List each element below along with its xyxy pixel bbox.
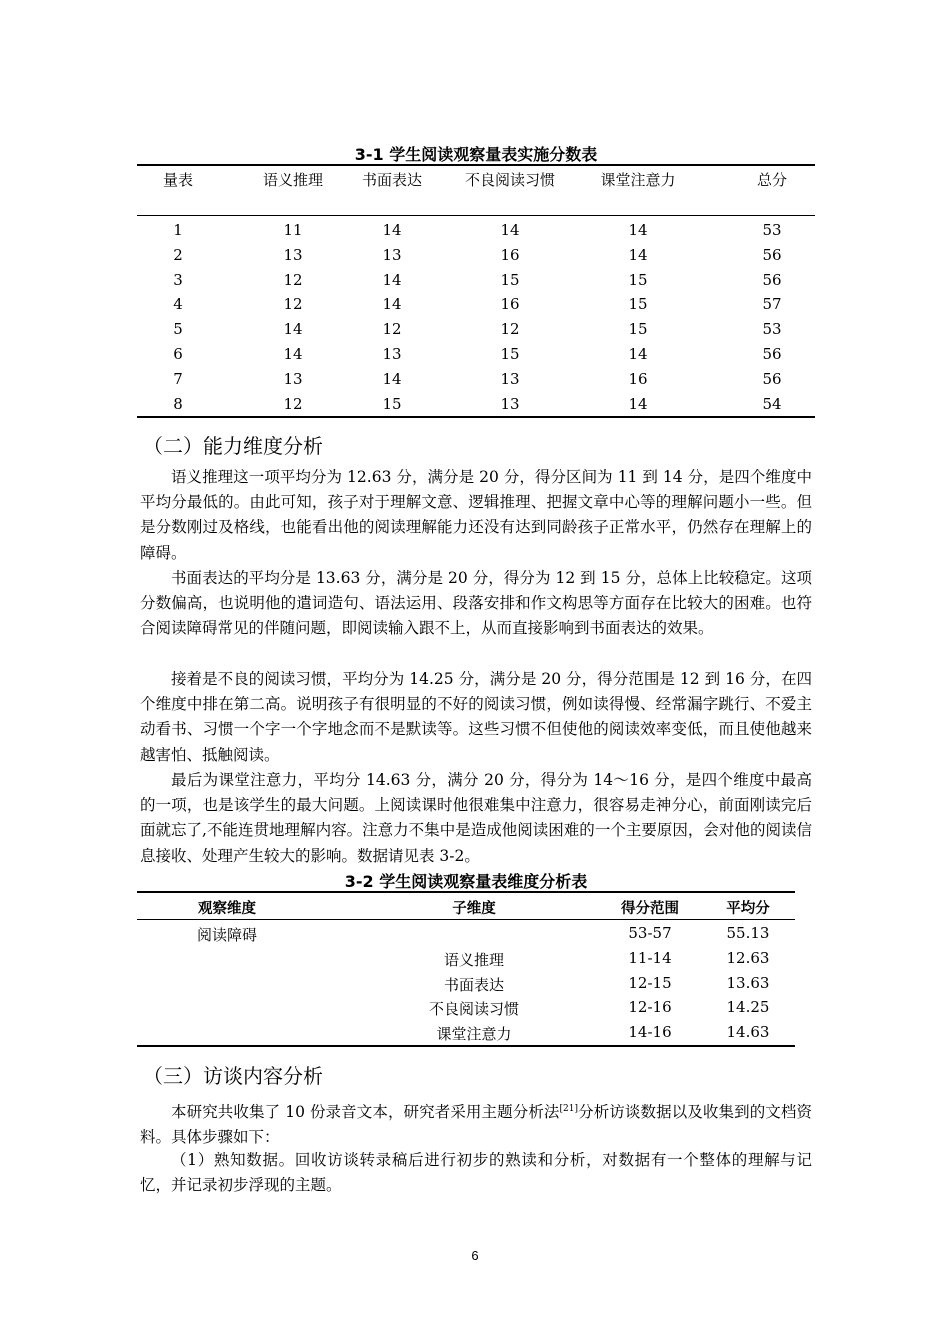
section3-p1-text-b: 分析访谈数据以及收集到的文档资料。具体步骤如下： — [140, 1103, 812, 1147]
table1-cell: 14 — [628, 221, 648, 239]
table1-cell: 56 — [762, 369, 782, 388]
table2-bottom-rule — [137, 1045, 795, 1047]
section2-paragraph-1: 语义推理这一项平均分为 12.63 分，满分是 20 分，得分区间为 11 到 14 分，是四个维度中平均分最低的。由此可知，孩子对于理解文意、逻辑推理、把握文章中心等的理解问题小一些。但是分数刚过及格线，也能看出他的阅读理解能力还没有达到同龄孩子正常水平，仍然存在理解上的障碍。 — [140, 468, 812, 562]
table2-cell: 课堂注意力 — [436, 1025, 512, 1044]
table2-cell: 12-15 — [628, 973, 672, 992]
table1-cell: 3 — [173, 270, 183, 289]
table1-top-rule — [137, 164, 815, 166]
table1-cell: 13 — [283, 369, 303, 388]
table2-mid-rule — [137, 919, 795, 920]
section2-paragraph-2: 书面表达的平均分是 13.63 分，满分是 20 分，得分为 12 到 15 分，总体上比较稳定。这项分数偏高，也说明他的遣词造句、语法运用、段落安排和作文构思等方面存在比较大的困难。也符合阅读障碍常见的伴随问题，即阅读输入跟不上，从而直接影响到书面表达的效果。 — [140, 569, 812, 638]
section2-heading: （二）能力维度分析 — [143, 434, 323, 458]
table1-cell: 12 — [283, 270, 303, 289]
section3-p1-text-a: 本研究共收集了 10 份录音文本，研究者采用主题分析法 — [171, 1103, 560, 1122]
table2-cell: 12.63 — [726, 948, 770, 967]
table1-cell: 8 — [173, 394, 183, 413]
table2-cell: 阅读障碍 — [196, 926, 257, 944]
table1-cell: 15 — [628, 320, 648, 339]
table1-cell: 12 — [283, 394, 303, 413]
table1-header-cell: 不良阅读习惯 — [464, 171, 555, 189]
table1-caption: 3-1 学生阅读观察量表实施分数表 — [354, 145, 598, 164]
table1-cell: 12 — [283, 295, 303, 314]
table2-top-rule — [137, 891, 795, 893]
table1-cell: 7 — [173, 369, 183, 388]
table1-cell: 14 — [628, 345, 648, 363]
table1-cell: 15 — [500, 270, 520, 289]
table2-cell: 书面表达 — [443, 975, 504, 994]
table1-cell: 13 — [283, 245, 303, 264]
table1-cell: 13 — [500, 394, 520, 413]
table1-cell: 16 — [500, 295, 520, 314]
table1-cell: 13 — [382, 345, 402, 363]
table1-cell: 14 — [628, 245, 648, 264]
table1-cell: 15 — [500, 345, 520, 363]
table2-header-cell: 得分范围 — [621, 901, 679, 917]
table1-header-cell: 语义推理 — [262, 171, 323, 189]
table1-cell: 54 — [762, 394, 782, 413]
table1-cell: 56 — [762, 345, 782, 363]
table1-cell: 5 — [173, 320, 183, 339]
table2-cell: 11-14 — [628, 948, 672, 967]
section2-paragraph-3: 接着是不良的阅读习惯，平均分为 14.25 分，满分是 20 分，得分范围是 12 到 16 分，在四个维度中排在第二高。说明孩子有很明显的不好的阅读习惯，例如读得慢、经常漏字跳行、不爱主动看书、习惯一个字一个字地念而不是默读等。这些习惯不但使他的阅读效率变低，而且使他越来越害怕、抵触阅读。 — [140, 670, 812, 764]
table1-header-cell: 量表 — [162, 171, 193, 189]
citation-ref: [21] — [559, 1104, 579, 1114]
table2-cell: 12-16 — [628, 998, 672, 1017]
table1-cell: 56 — [762, 270, 782, 289]
table1-cell: 53 — [762, 320, 782, 339]
section3-heading: （三）访谈内容分析 — [143, 1064, 323, 1088]
table1-cell: 13 — [382, 245, 402, 264]
page-number: 6 — [471, 1248, 479, 1263]
table1-cell: 16 — [500, 245, 520, 264]
table1-header-cell: 课堂注意力 — [600, 171, 676, 189]
table1-cell: 14 — [283, 345, 303, 363]
table1-cell: 14 — [382, 270, 402, 289]
table2-header-cell: 平均分 — [726, 901, 770, 917]
table2-header-cell: 子维度 — [452, 901, 496, 917]
table1-mid-rule — [137, 215, 815, 216]
table1-cell: 12 — [382, 320, 402, 339]
table1-cell: 6 — [173, 345, 183, 363]
table1-cell: 14 — [382, 295, 402, 314]
table1-header-cell: 总分 — [756, 171, 787, 189]
table1-cell: 2 — [173, 245, 183, 264]
table2-cell: 14.25 — [726, 998, 770, 1017]
table1-cell: 13 — [500, 369, 520, 388]
table1-cell: 15 — [628, 270, 648, 289]
table2-cell: 语义推理 — [443, 950, 504, 969]
table1-header-cell: 书面表达 — [361, 171, 422, 189]
table1-cell: 57 — [762, 295, 782, 314]
table1-cell: 14 — [382, 369, 402, 388]
table1-cell: 15 — [382, 394, 402, 413]
table2-cell: 14-16 — [628, 1023, 672, 1042]
table1-cell: 1 — [173, 221, 183, 239]
table1-cell: 56 — [762, 245, 782, 264]
table2-cell: 53-57 — [628, 924, 672, 942]
section3-paragraph-1 — [140, 1097, 812, 1151]
table1-cell: 14 — [500, 221, 520, 239]
table1-cell: 11 — [283, 221, 303, 239]
table2-cell: 14.63 — [726, 1023, 770, 1042]
table2-cell: 13.63 — [726, 973, 770, 992]
table1-cell: 14 — [382, 221, 402, 239]
table1-cell: 14 — [283, 320, 303, 339]
table2-cell: 不良阅读习惯 — [428, 1000, 519, 1019]
table1-cell: 14 — [628, 394, 648, 413]
table1-cell: 53 — [762, 221, 782, 239]
table1-cell: 12 — [500, 320, 520, 339]
table2-header-cell: 观察维度 — [198, 901, 256, 917]
table1-cell: 16 — [628, 369, 648, 388]
table1-cell: 4 — [173, 295, 183, 314]
table1-bottom-rule — [137, 416, 815, 418]
table2-caption: 3-2 学生阅读观察量表维度分析表 — [344, 872, 588, 891]
section3-paragraph-2: （1）熟知数据。回收访谈转录稿后进行初步的熟读和分析，对数据有一个整体的理解与记忆，并记录初步浮现的主题。 — [140, 1151, 812, 1195]
section2-paragraph-4: 最后为课堂注意力，平均分 14.63 分，满分 20 分，得分为 14～16 分，是四个维度中最高的一项，也是该学生的最大问题。上阅读课时他很难集中注意力，很容易走神分心，前面刚读完后面就忘了,不能连贯地理解内容。注意力不集中是造成他阅读困难的一个主要原因，会对他的阅读信息接收、处理产生较大的影响。数据请见表 3-2。 — [140, 771, 812, 865]
table2-cell: 55.13 — [726, 924, 770, 942]
table1-cell: 15 — [628, 295, 648, 314]
